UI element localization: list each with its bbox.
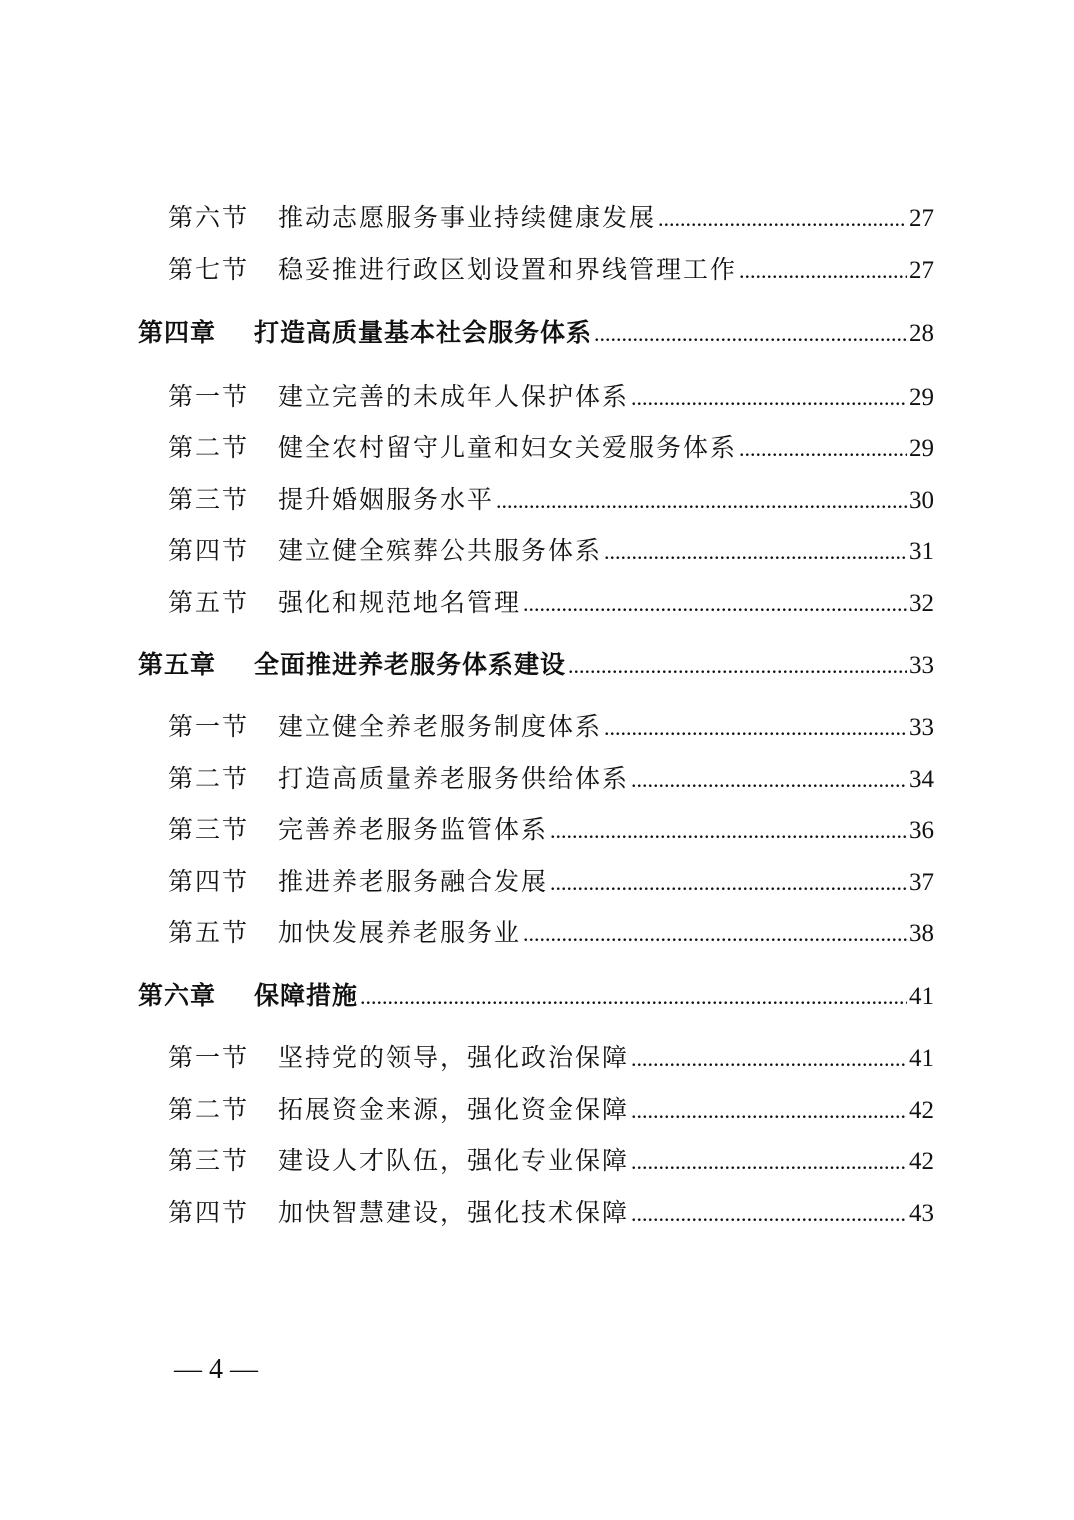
entry-label: 第三节 (168, 485, 250, 514)
dot-leader (631, 1039, 907, 1078)
entry-label: 第二节 (168, 764, 250, 793)
toc-entry-chapter[interactable] (138, 976, 934, 1016)
entry-title: 拓展资金来源，强化资金保障 (278, 1095, 630, 1124)
entry-page-number: 41 (909, 983, 934, 1010)
toc-entry-section[interactable] (168, 1090, 934, 1130)
toc-entry-section[interactable] (168, 913, 934, 953)
page-number-footer: — 4 — (174, 1354, 258, 1385)
entry-page-number: 34 (909, 766, 934, 793)
entry-page-number: 37 (909, 869, 934, 896)
entry-title: 完善养老服务监管体系 (278, 815, 549, 844)
entry-label: 第二节 (168, 1095, 250, 1124)
entry-page-number: 29 (909, 384, 934, 411)
entry-title: 打造高质量基本社会服务体系 (254, 318, 593, 347)
dot-leader (523, 914, 907, 953)
dot-leader (360, 977, 907, 1016)
entry-page-number: 31 (909, 538, 934, 565)
entry-page-number: 29 (909, 435, 934, 462)
entry-label: 第一节 (168, 1043, 250, 1072)
dot-leader (604, 708, 907, 747)
entry-label: 第七节 (168, 255, 250, 284)
entry-title: 保障措施 (254, 981, 359, 1010)
toc-entry-chapter[interactable] (138, 645, 934, 685)
entry-label: 第三节 (168, 815, 250, 844)
dot-leader (594, 314, 907, 353)
entry-title: 加快智慧建设，强化技术保障 (278, 1198, 630, 1227)
dot-leader (496, 481, 907, 520)
entry-page-number: 43 (909, 1200, 934, 1227)
entry-page-number: 38 (909, 920, 934, 947)
entry-title: 建立健全殡葬公共服务体系 (278, 536, 603, 565)
dot-leader (631, 378, 907, 417)
entry-page-number: 36 (909, 817, 934, 844)
dot-leader (631, 1194, 907, 1233)
entry-title: 提升婚姻服务水平 (278, 485, 495, 514)
entry-label: 第五章 (138, 650, 217, 679)
dot-leader (631, 1091, 907, 1130)
entry-title: 建立完善的未成年人保护体系 (278, 382, 630, 411)
entry-label: 第四节 (168, 1198, 250, 1227)
entry-title: 建设人才队伍，强化专业保障 (278, 1146, 630, 1175)
toc-entry-section[interactable] (168, 1193, 934, 1233)
toc-entry-section[interactable] (168, 198, 934, 238)
toc-entry-section[interactable] (168, 583, 934, 623)
entry-title: 健全农村留守儿童和妇女关爱服务体系 (278, 433, 738, 462)
dot-leader (604, 532, 907, 571)
entry-label: 第一节 (168, 712, 250, 741)
toc-entry-chapter[interactable] (138, 313, 934, 353)
entry-page-number: 42 (909, 1097, 934, 1124)
dot-leader (631, 760, 907, 799)
toc-entry-section[interactable] (168, 1038, 934, 1078)
toc-entry-section[interactable] (168, 759, 934, 799)
entry-page-number: 30 (909, 487, 934, 514)
entry-label: 第四章 (138, 318, 217, 347)
entry-label: 第四节 (168, 867, 250, 896)
entry-label: 第五节 (168, 588, 250, 617)
toc-entry-section[interactable] (168, 377, 934, 417)
dot-leader (568, 646, 907, 685)
entry-label: 第四节 (168, 536, 250, 565)
entry-page-number: 33 (909, 714, 934, 741)
toc-entry-section[interactable] (168, 707, 934, 747)
entry-page-number: 41 (909, 1045, 934, 1072)
dot-leader (739, 251, 907, 290)
entry-title: 推进养老服务融合发展 (278, 867, 549, 896)
entry-label: 第六章 (138, 981, 217, 1010)
entry-label: 第六节 (168, 203, 250, 232)
entry-title: 打造高质量养老服务供给体系 (278, 764, 630, 793)
dot-leader (523, 584, 907, 623)
dot-leader (658, 199, 907, 238)
entry-page-number: 33 (909, 652, 934, 679)
entry-page-number: 28 (909, 320, 934, 347)
entry-label: 第五节 (168, 918, 250, 947)
toc-entry-section[interactable] (168, 428, 934, 468)
entry-page-number: 32 (909, 590, 934, 617)
entry-title: 强化和规范地名管理 (278, 588, 522, 617)
toc-entry-section[interactable] (168, 250, 934, 290)
entry-label: 第一节 (168, 382, 250, 411)
entry-label: 第二节 (168, 433, 250, 462)
entry-page-number: 42 (909, 1148, 934, 1175)
entry-title: 加快发展养老服务业 (278, 918, 522, 947)
entry-title: 推动志愿服务事业持续健康发展 (278, 203, 657, 232)
dot-leader (550, 811, 907, 850)
entry-title: 稳妥推进行政区划设置和界线管理工作 (278, 255, 738, 284)
entry-title: 建立健全养老服务制度体系 (278, 712, 603, 741)
toc-entry-section[interactable] (168, 480, 934, 520)
entry-title: 全面推进养老服务体系建设 (254, 650, 567, 679)
dot-leader (631, 1142, 907, 1181)
toc-entry-section[interactable] (168, 862, 934, 902)
entry-page-number: 27 (909, 205, 934, 232)
entry-page-number: 27 (909, 257, 934, 284)
toc-entry-section[interactable] (168, 1141, 934, 1181)
dot-leader (739, 429, 907, 468)
dot-leader (550, 863, 907, 902)
toc-entry-section[interactable] (168, 810, 934, 850)
entry-label: 第三节 (168, 1146, 250, 1175)
toc-entry-section[interactable] (168, 531, 934, 571)
entry-title: 坚持党的领导，强化政治保障 (278, 1043, 630, 1072)
